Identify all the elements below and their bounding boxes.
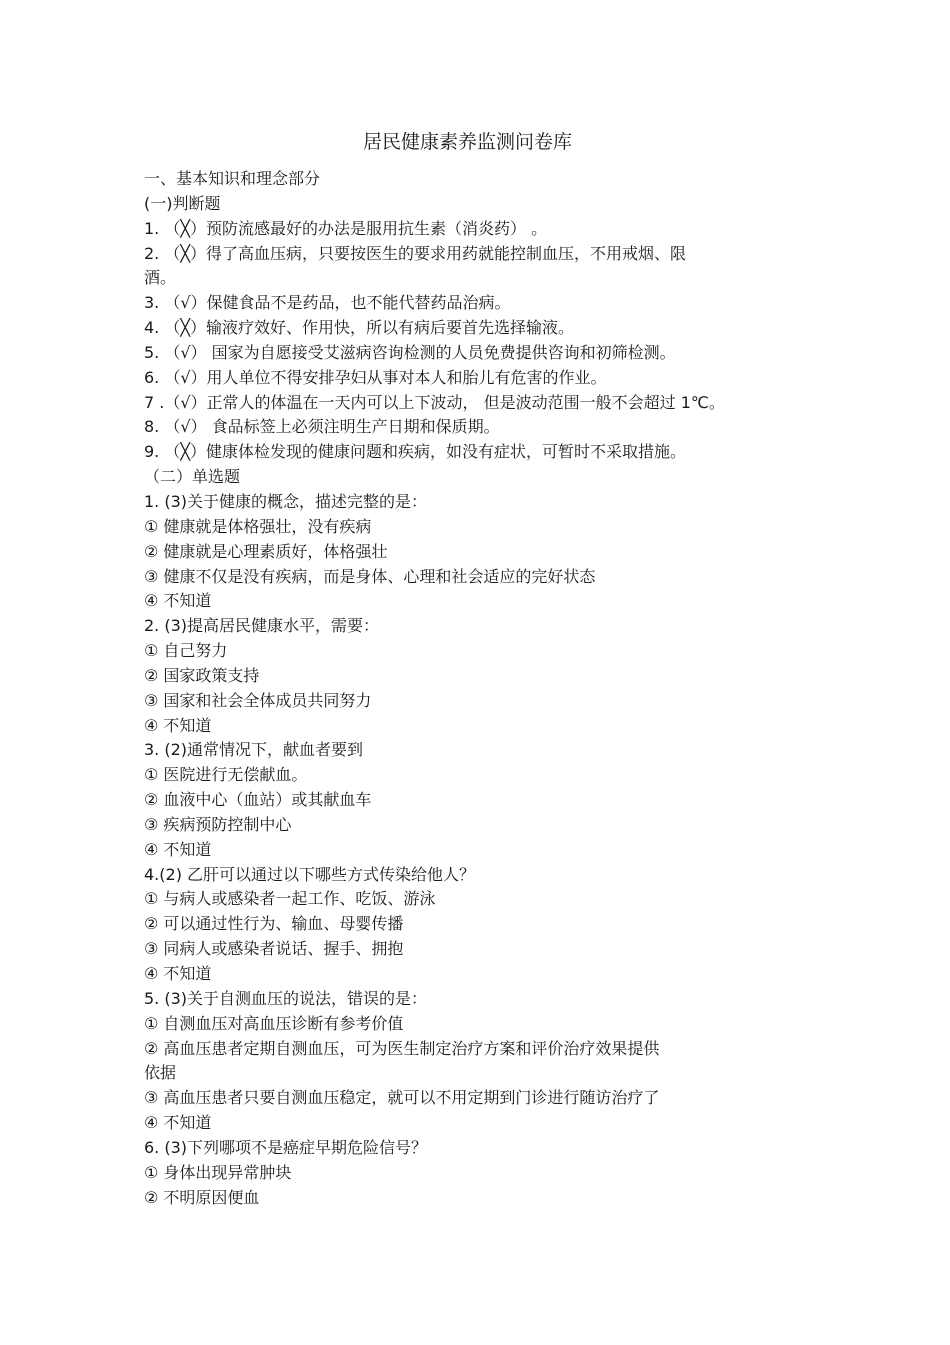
document-title: 居民健康素养监测问卷库 xyxy=(362,131,572,153)
text-line: ② 国家政策支持 xyxy=(144,665,260,685)
text-line: 4. （╳）输液疗效好、作用快，所以有病后要首先选择输液。 xyxy=(144,318,574,338)
text-line: ③ 同病人或感染者说话、握手、拥抱 xyxy=(144,939,404,959)
text-line: ① 与病人或感染者一起工作、吃饭、游泳 xyxy=(144,889,436,909)
text-line: 2. （╳）得了高血压病，只要按医生的要求用药就能控制血压，不用戒烟、限 xyxy=(144,243,686,263)
text-line: 2. (3)提高居民健康水平，需要： xyxy=(144,616,380,636)
text-line: 3. （√）保健食品不是药品，也不能代替药品治病。 xyxy=(144,293,511,313)
text-line: ② 健康就是心理素质好，体格强壮 xyxy=(144,541,388,561)
text-line: 5. (3)关于自测血压的说法，错误的是： xyxy=(144,988,428,1008)
text-line: ② 血液中心（血站）或其献血车 xyxy=(144,790,372,810)
text-line: ③ 国家和社会全体成员共同努力 xyxy=(144,690,372,710)
text-line: ① 自测血压对高血压诊断有参考价值 xyxy=(144,1013,404,1033)
text-line: ① 医院进行无偿献血。 xyxy=(144,765,308,785)
text-line: 1. (3)关于健康的概念，描述完整的是： xyxy=(144,491,428,511)
text-line: ④ 不知道 xyxy=(144,715,212,735)
text-line: ③ 高血压患者只要自测血压稳定，就可以不用定期到门诊进行随访治疗了 xyxy=(144,1088,660,1108)
text-line: ① 健康就是体格强壮，没有疾病 xyxy=(144,516,372,536)
text-line: ④ 不知道 xyxy=(144,964,212,983)
text-line: 酒。 xyxy=(144,268,177,288)
text-line: 依据 xyxy=(144,1063,177,1083)
text-line: ③ 健康不仅是没有疾病，而是身体、心理和社会适应的完好状态 xyxy=(144,566,596,586)
text-line: ① 自己努力 xyxy=(144,641,228,661)
text-line: ④ 不知道 xyxy=(144,1113,212,1133)
text-line: ② 不明原因便血 xyxy=(144,1187,260,1207)
text-line: ② 高血压患者定期自测血压，可为医生制定治疗方案和评价治疗效果提供 xyxy=(144,1038,660,1058)
text-line: 8. （√） 食品标签上必须注明生产日期和保质期。 xyxy=(144,417,500,437)
text-line: ④ 不知道 xyxy=(144,591,212,611)
text-line: 7 .（√）正常人的体温在一天内可以上下波动， 但是波动范围一般不会超过 1℃。 xyxy=(144,392,725,412)
text-line: 3. (2)通常情况下，献血者要到 xyxy=(144,740,364,760)
text-line: (一)判断题 xyxy=(144,193,221,213)
text-line: 6. （√）用人单位不得安排孕妇从事对本人和胎儿有危害的作业。 xyxy=(144,367,607,387)
text-line: ③ 疾病预防控制中心 xyxy=(144,814,292,834)
text-line: ① 身体出现异常肿块 xyxy=(144,1162,292,1182)
text-line: ② 可以通过性行为、输血、母婴传播 xyxy=(144,914,404,934)
text-line: 9. （╳）健康体检发现的健康问题和疾病，如没有症状，可暂时不采取措施。 xyxy=(144,442,686,462)
text-line: 一、基本知识和理念部分 xyxy=(144,169,321,188)
text-line: 1. （╳）预防流感最好的办法是服用抗生素（消炎药） 。 xyxy=(144,218,548,238)
text-line: （二）单选题 xyxy=(144,467,241,487)
text-line: 4.(2) 乙肝可以通过以下哪些方式传染给他人？ xyxy=(144,864,476,884)
document-body xyxy=(144,167,844,1210)
text-line: ④ 不知道 xyxy=(144,839,212,859)
text-line: 5. （√） 国家为自愿接受艾滋病咨询检测的人员免费提供咨询和初筛检测。 xyxy=(144,342,676,362)
text-line: 6. (3)下列哪项不是癌症早期危险信号？ xyxy=(144,1137,428,1157)
